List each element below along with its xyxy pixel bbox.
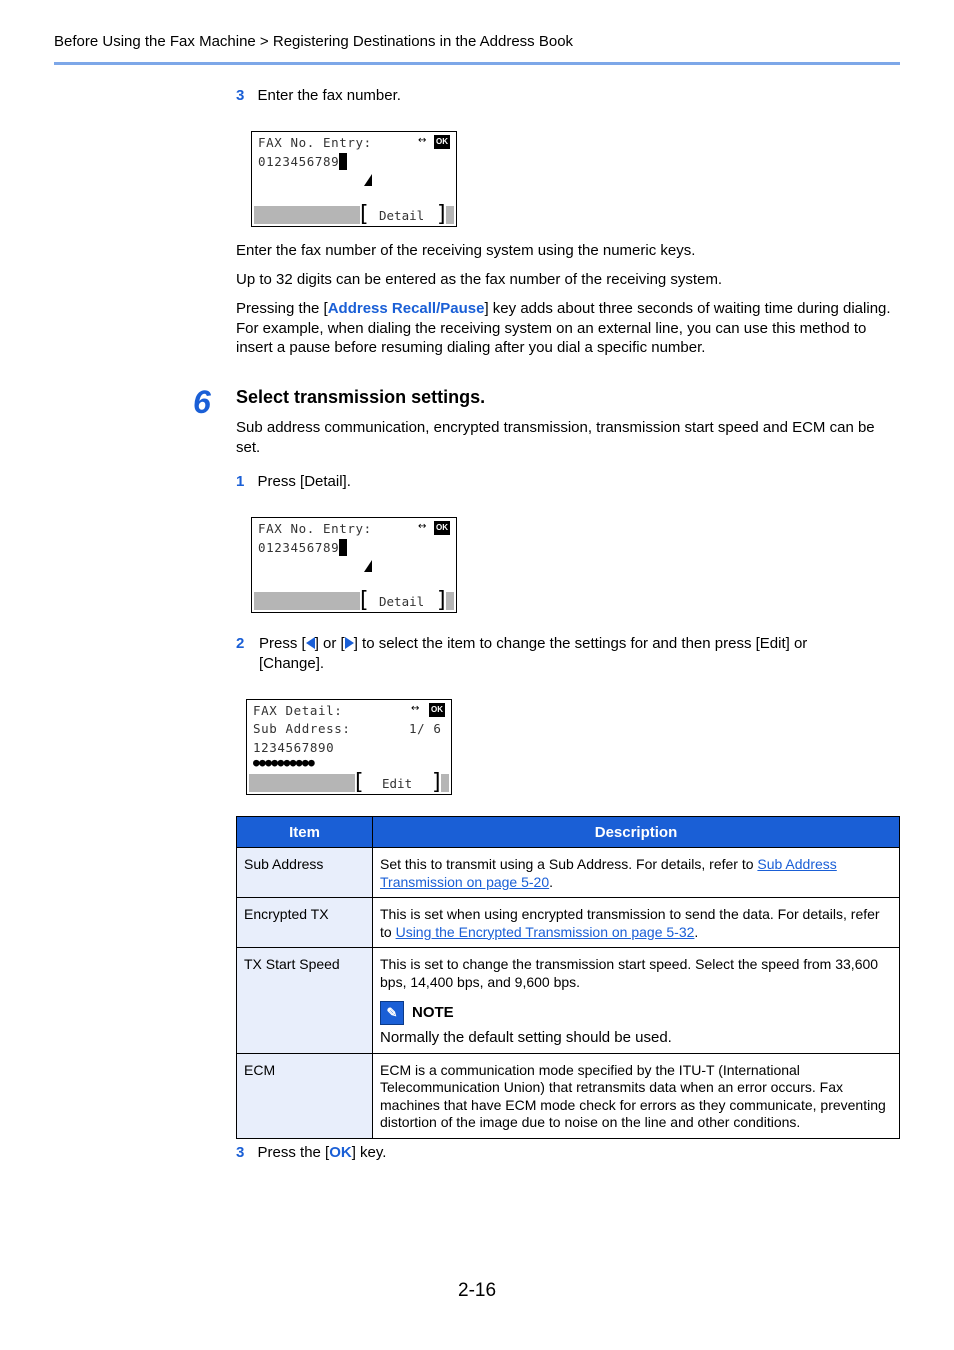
nav-arrows-icon: ↔ <box>418 521 427 532</box>
right-arrow-icon <box>345 637 354 649</box>
step-enter-fax <box>236 86 401 106</box>
lcd-line-sub-address: Sub Address: <box>253 721 351 736</box>
note-text: Normally the default setting should be used. <box>380 1029 672 1046</box>
step2-post: ] to select the item to change the settings for and then press [Edit] or [Change]. <box>259 635 808 672</box>
triangle-icon <box>364 560 372 572</box>
lcd-line-number <box>258 539 347 556</box>
desc-text: This is set to change the transmission start speed. Select the speed from 33,600 bps, 14,400 bps, and 9,600 bps. <box>380 956 879 990</box>
paragraph-address-recall <box>236 299 900 358</box>
softkey-bar-right <box>446 592 454 610</box>
table-row <box>237 848 900 898</box>
softkey-bar-left <box>254 206 360 224</box>
nav-arrows-icon: ↔ <box>411 703 420 714</box>
lcd-line-value: 1234567890 <box>253 740 335 755</box>
lcd-screen-fax-detail <box>246 699 452 795</box>
step-number: 1 <box>236 473 245 490</box>
link-encrypted-transmission[interactable]: Using the Encrypted Transmission on page 5-32 <box>395 923 695 940</box>
ok-icon: OK <box>434 521 450 535</box>
softkey-edit[interactable]: Edit <box>382 776 413 791</box>
section-number: 6 <box>193 384 211 420</box>
breadcrumb: Before Using the Fax Machine > Registering Destinations in the Address Book <box>54 33 574 50</box>
step-text: Press [Detail]. <box>257 473 351 490</box>
desc-text: This is set when using encrypted transmission to send the data. For details, refer to <box>380 906 880 940</box>
step-press-ok <box>236 1143 386 1163</box>
step-text <box>258 1144 387 1161</box>
bracket-right-icon: ] <box>437 588 446 613</box>
bracket-left-icon: [ <box>360 588 369 613</box>
bracket-left-icon: [ <box>360 202 369 227</box>
link-sub-address[interactable]: Sub Address Transmission on page 5-20 <box>380 856 837 890</box>
softkey-bar-left <box>249 774 355 792</box>
table-header-row <box>237 817 900 848</box>
lcd-line-title: FAX No. Entry: <box>258 521 372 536</box>
text-cursor <box>339 153 347 170</box>
fax-number-value: 0123456789 <box>258 540 340 555</box>
para-text-pre: Pressing the [ <box>236 300 328 317</box>
softkey-bar-right <box>441 774 449 792</box>
table-row <box>237 898 900 948</box>
note-header <box>380 1001 892 1025</box>
step-number: 2 <box>236 635 245 652</box>
cell-item: Encrypted TX <box>237 898 373 948</box>
step-number: 3 <box>236 87 245 104</box>
address-recall-key: Address Recall/Pause <box>327 300 485 317</box>
cell-description: ECM is a communication mode specified by the ITU-T (International Telecommunication Union) that retransmits data when an error occurs. Fax machines that have ECM mode check for errors as they communicate, preventing distortion of the image due to noise on the line and other conditions. <box>373 1053 900 1138</box>
lcd-screen-fax-entry <box>251 131 457 227</box>
settings-table <box>236 816 900 1139</box>
nav-arrows-icon: ↔ <box>418 135 427 146</box>
cell-description <box>373 898 900 948</box>
paragraph-digit-limit: Up to 32 digits can be entered as the fax number of the receiving system. <box>236 271 723 288</box>
table-row <box>237 1053 900 1138</box>
note-title: NOTE <box>412 1004 454 1022</box>
table-row <box>237 948 900 1054</box>
lcd-screen-fax-entry-2 <box>251 517 457 613</box>
lcd-line-title: FAX No. Entry: <box>258 135 372 150</box>
desc-text: Set this to transmit using a Sub Address. For details, refer to <box>380 856 758 872</box>
bracket-right-icon: ] <box>432 770 441 795</box>
section-intro: Sub address communication, encrypted transmission, transmission start speed and ECM can be set. <box>236 419 875 456</box>
softkey-bar-left <box>254 592 360 610</box>
step-number: 3 <box>236 1144 245 1161</box>
note-icon: ✎ <box>380 1001 404 1025</box>
lcd-line-number <box>258 153 347 170</box>
ok-key-label: OK <box>329 1144 352 1161</box>
softkey-detail[interactable]: Detail <box>379 208 425 223</box>
step-post: ] key. <box>351 1144 387 1161</box>
cell-description <box>373 948 900 1054</box>
cell-description <box>373 848 900 898</box>
step-text: Enter the fax number. <box>257 87 401 104</box>
lcd-line-title: FAX Detail: <box>253 703 343 718</box>
section-heading: Select transmission settings. <box>236 387 486 407</box>
page-number: 2-16 <box>458 1280 497 1301</box>
ok-icon: OK <box>434 135 450 149</box>
triangle-icon <box>364 174 372 186</box>
step2-pre: Press [ <box>259 635 306 652</box>
fax-number-value: 0123456789 <box>258 154 340 169</box>
lcd-line-masked: ●●●●●●●●●● <box>253 756 315 769</box>
para-text-post: ] key adds about three seconds of waiting time during dialing. For example, when dialing the receiving system on an external line, you can use this method to insert a pause before resuming dialing after you dial a specific number. <box>236 300 891 356</box>
step-select-item <box>236 634 876 673</box>
step-text <box>259 634 876 673</box>
desc-end: . <box>549 873 554 890</box>
desc-end: . <box>694 923 699 940</box>
softkey-detail[interactable]: Detail <box>379 594 425 609</box>
step-press-detail <box>236 472 351 492</box>
step2-mid: ] or [ <box>314 635 345 652</box>
bracket-right-icon: ] <box>437 202 446 227</box>
softkey-bar-right <box>446 206 454 224</box>
left-arrow-icon <box>306 637 315 649</box>
column-header-description: Description <box>373 817 900 848</box>
cell-item: TX Start Speed <box>237 948 373 1054</box>
paragraph-numeric-keys: Enter the fax number of the receiving system using the numeric keys. <box>236 242 696 259</box>
header-rule <box>54 62 900 65</box>
cell-item: Sub Address <box>237 848 373 898</box>
bracket-left-icon: [ <box>355 770 364 795</box>
column-header-item: Item <box>237 817 373 848</box>
cell-item: ECM <box>237 1053 373 1138</box>
ok-icon: OK <box>429 703 445 717</box>
text-cursor <box>339 539 347 556</box>
step-pre: Press the [ <box>257 1144 330 1161</box>
lcd-page-indicator: 1/ 6 <box>409 721 442 736</box>
